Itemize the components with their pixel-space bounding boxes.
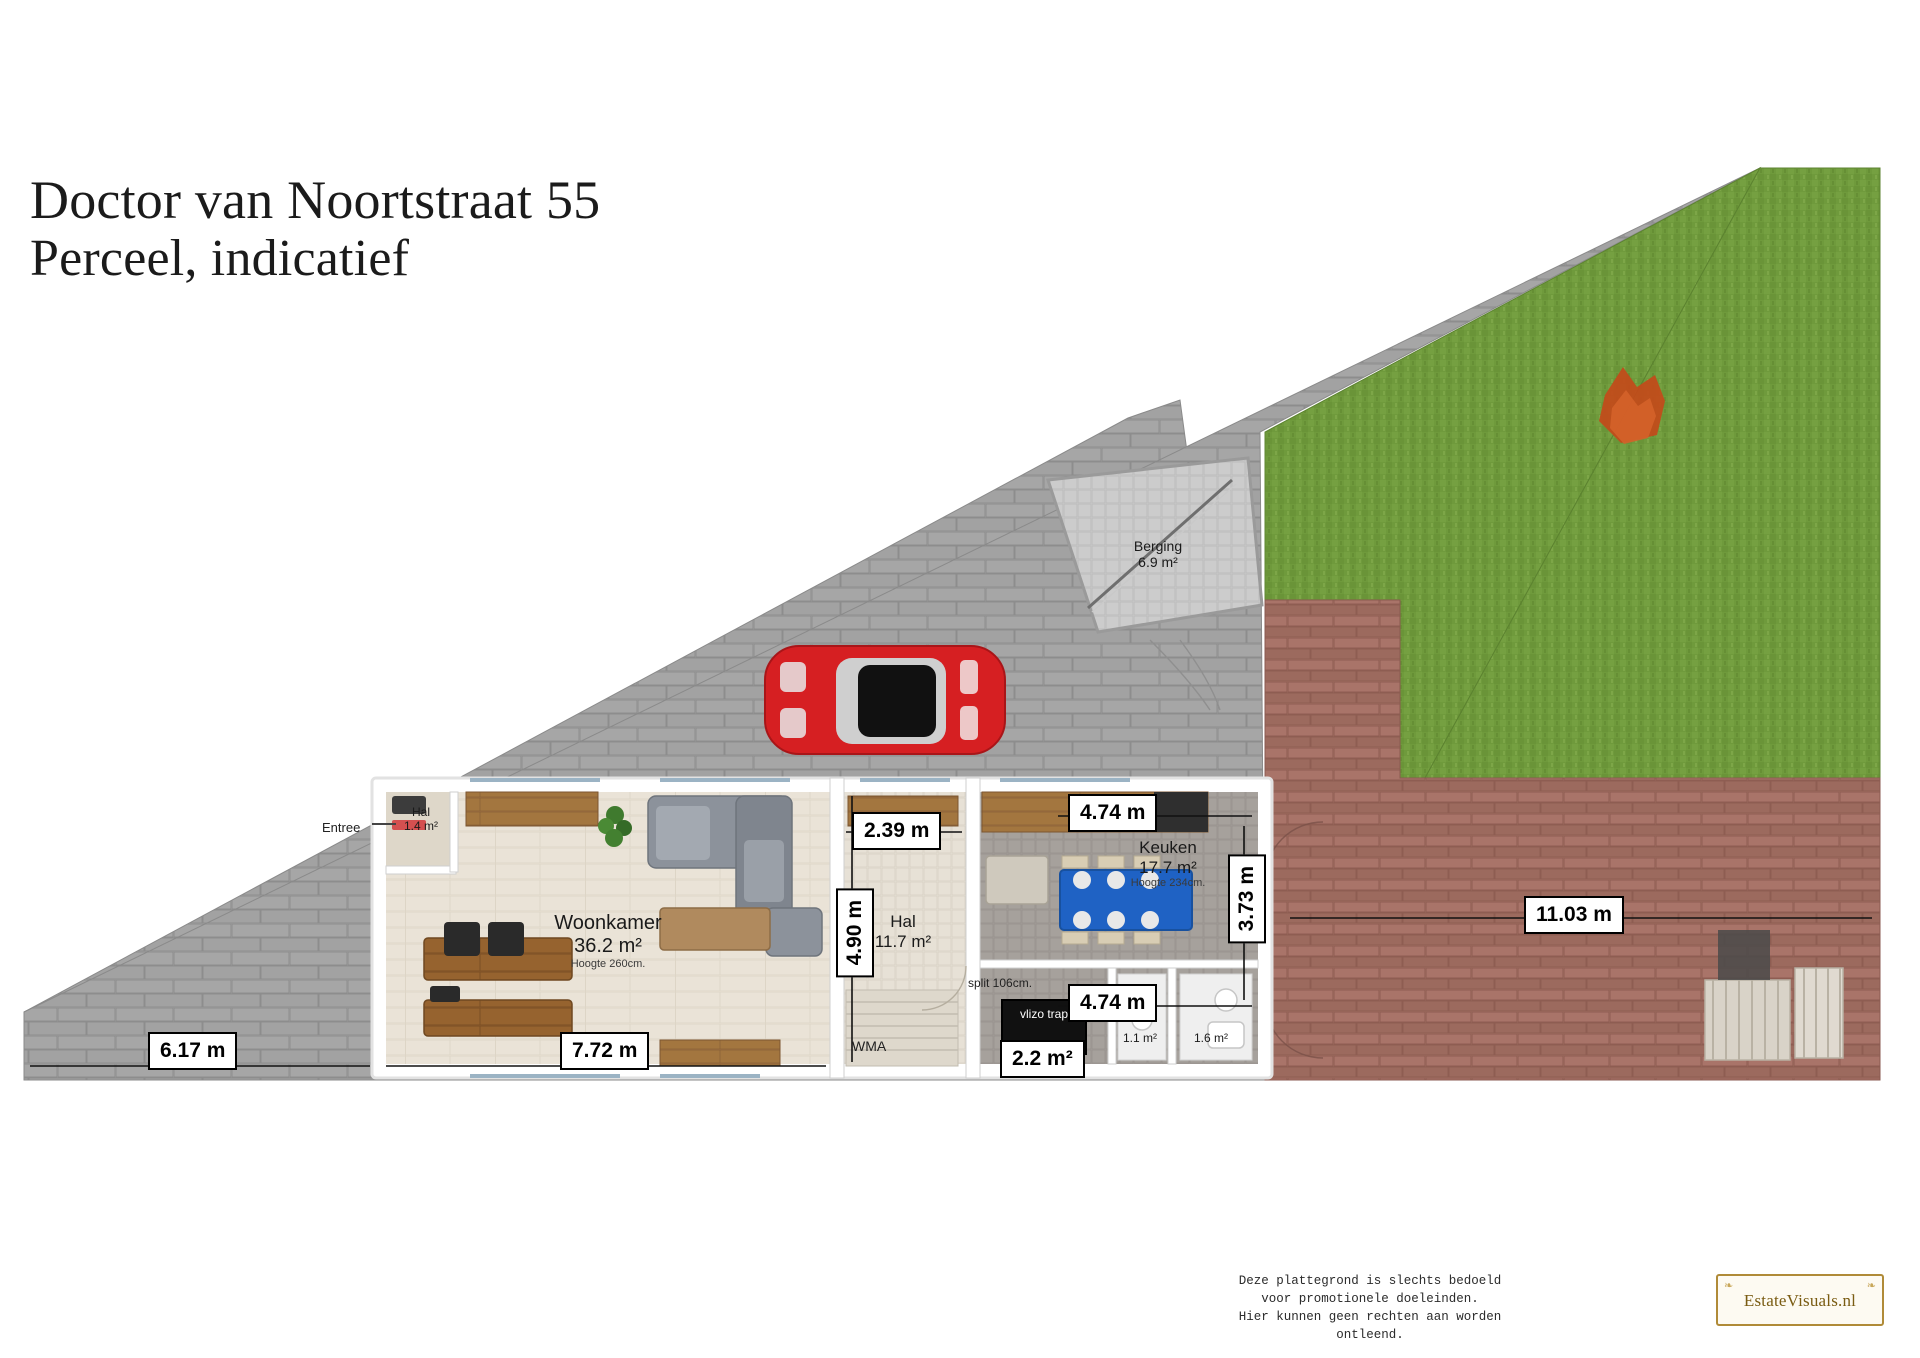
dimension-vlizotrap-area [1000,1040,1085,1078]
room-area: 17.7 m² [1139,857,1197,877]
room-label-woonkamer [498,912,718,971]
room-name: Hal [890,912,916,931]
dimension-6-17m [148,1032,237,1070]
room-area: 2.2 m² [1012,1047,1073,1070]
room-name: vlizo trap [1019,1007,1069,1021]
dimension-value: 11.03 m [1536,903,1612,926]
disclaimer-text [1220,1272,1520,1345]
garden-bench [1705,968,1843,1060]
room-area: 1.6 m² [1193,1031,1228,1045]
title-line-1: Doctor van Noortstraat 55 [30,170,601,230]
label-entree [322,820,360,835]
room-area: 11.7 m² [874,931,932,951]
room-area: 36.2 m² [574,935,642,957]
dimension-3-73m [1228,854,1266,943]
room-height: Hoogte 234cm. [1130,877,1206,890]
dimension-11-03m [1524,896,1624,934]
dimension-7-72m [560,1032,649,1070]
dimension-value: 4.74 m [1080,801,1146,824]
disclaimer-line-1: Deze plattegrond is slechts bedoeld [1238,1274,1502,1288]
entree-text: Entree [322,820,361,835]
room-name: Hal [411,805,430,819]
page-title [30,170,600,289]
room-name: Woonkamer [554,912,662,934]
dimension-value: 6.17 m [160,1039,226,1062]
estatevisuals-logo [1716,1274,1884,1326]
dimension-4-74m-bottom [1068,984,1157,1022]
room-area: 1.4 m² [403,818,438,833]
dimension-value: 4.90 m [843,900,866,966]
dimension-value: 4.74 m [1080,991,1146,1014]
room-label-badkamer [1176,1032,1246,1046]
wma-text: WMA [852,1038,887,1054]
title-line-2: Perceel, indicatief [30,230,410,288]
logo-text: EstateVisuals.nl [1743,1291,1857,1310]
logo-ornament-left: ❧ [1724,1280,1734,1292]
label-split [968,976,1032,990]
room-label-berging [1078,538,1238,570]
car-icon [765,646,1005,754]
room-name: Keuken [1139,838,1197,857]
dimension-4-74m-top [1068,794,1157,832]
room-area: 1.1 m² [1122,1031,1157,1045]
dimension-2-39m [852,812,941,850]
room-label-keuken [1098,838,1238,890]
room-name: Berging [1133,538,1183,554]
disclaimer-line-2: voor promotionele doeleinden. [1261,1292,1479,1307]
dimension-4-90m [836,888,874,977]
split-text: split 106cm. [968,976,1033,990]
dimension-value: 2.39 m [864,819,930,842]
logo-ornament-right: ❧ [1866,1280,1876,1292]
room-label-hal-entree [378,806,464,834]
terrace-mat [1718,930,1770,980]
dimension-value: 3.73 m [1235,866,1258,932]
label-wma [852,1038,886,1054]
room-label-toilet [1108,1032,1172,1046]
room-area: 6.9 m² [1138,554,1178,571]
disclaimer-line-3: Hier kunnen geen rechten aan worden ontleend. [1238,1310,1502,1343]
dimension-value: 7.72 m [572,1039,638,1062]
room-height: Hoogte 260cm. [570,958,646,970]
